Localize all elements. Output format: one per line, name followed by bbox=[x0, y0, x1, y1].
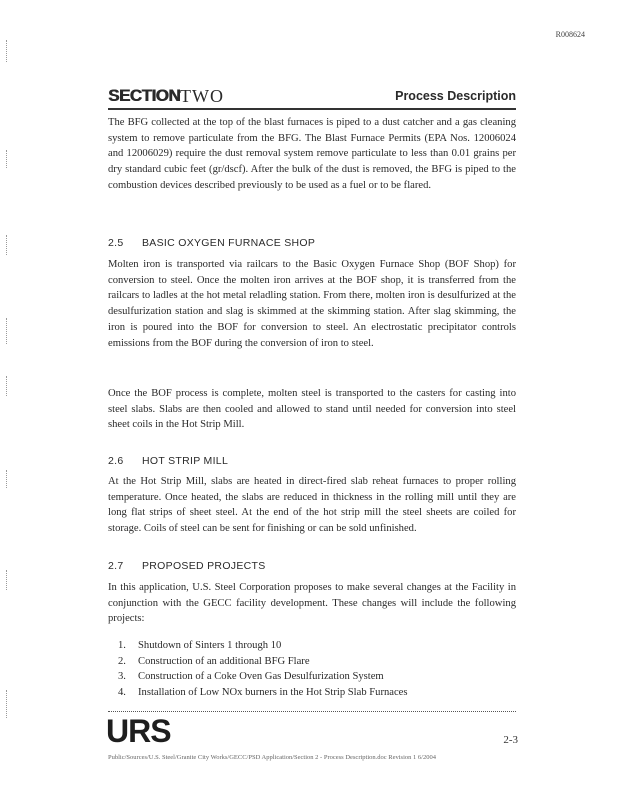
header-rule bbox=[108, 108, 516, 110]
section-number: TWO bbox=[180, 86, 224, 106]
bof-paragraph-1: Molten iron is transported via railcars to the Basic Oxygen Furnace Shop (BOF Shop) for conversion to steel. Once the molten iron arrives at the BOF shop, it is transferred from the railcars to ladles at the hot metal reladling station. From there, molten iron is desulfurized at the desulfurization station and slag is skimmed at the skimming station. After slag skimming, the iron is poured into the BOF for conversion to steel. An electrostatic precipitator controls emissions from the BOF during the conversion of iron to steel. bbox=[108, 259, 516, 349]
list-text: Construction of a Coke Oven Gas Desulfurization System bbox=[138, 671, 384, 683]
margin-dots bbox=[6, 570, 9, 590]
urs-logo: URS bbox=[106, 713, 171, 749]
heading-number: 2.6 bbox=[108, 455, 124, 467]
list-item bbox=[118, 685, 408, 701]
margin-dots bbox=[6, 470, 9, 488]
margin-dots bbox=[6, 376, 9, 396]
list-text: Construction of an additional BFG Flare bbox=[138, 655, 310, 667]
margin-dots bbox=[6, 40, 9, 62]
list-text: Shutdown of Sinters 1 through 10 bbox=[138, 640, 282, 651]
list-text: Installation of Low NOx burners in the Hot Strip Slab Furnaces bbox=[138, 686, 408, 698]
section-header bbox=[108, 86, 516, 108]
heading-title: HOT STRIP MILL bbox=[142, 455, 229, 467]
section-word: SECTION bbox=[108, 86, 181, 105]
list-number: 3. bbox=[118, 671, 126, 683]
bof-paragraph-2: Once the BOF process is complete, molten steel is transported to the casters for casting into steel slabs. Slabs are then cooled and allowed to stand until needed for conversion into steel sheet coils in the Hot Strip Mill. bbox=[108, 388, 516, 431]
list-item bbox=[118, 654, 408, 670]
margin-dots bbox=[6, 235, 9, 255]
heading-2-5 bbox=[108, 237, 315, 249]
margin-dots bbox=[6, 150, 9, 168]
projects-list bbox=[118, 638, 408, 700]
heading-number: 2.7 bbox=[108, 560, 124, 572]
heading-title: PROPOSED PROJECTS bbox=[142, 560, 266, 572]
intro-paragraph: The BFG collected at the top of the blast furnaces is piped to a dust catcher and a gas cleaning system to remove particulate from the BFG. The Blast Furnace Permits (EPA Nos. 12006024 and 12006029) require the dust removal system remove particulate to less than 0.01 grains per dry standard cubic feet (gr/dscf). After the bulk of the dust is removed, the BFG is piped to the combustion devices described previously to be used as a fuel or to be flared. bbox=[108, 117, 516, 191]
hot-strip-paragraph: At the Hot Strip Mill, slabs are heated in direct-fired slab reheat furnaces to proper rolling temperature. Once heated, the slabs are reduced in thickness in the rolling mill until they are long flat strips of sheet steel. At the end of the hot strip mill the steel sheets are coiled for storage. Coils of steel can be sent for finishing or can be sold unfinished. bbox=[108, 476, 516, 535]
margin-dots bbox=[6, 690, 9, 718]
list-number: 1. bbox=[118, 640, 126, 651]
file-path: Public/Sources/U.S. Steel/Granite City Works/GECC/PSD Application/Section 2 - Process Description.doc Revision 1 6/2004 bbox=[108, 754, 436, 761]
page-id: R008624 bbox=[555, 30, 585, 39]
list-number: 2. bbox=[118, 655, 126, 667]
heading-title: BASIC OXYGEN FURNACE SHOP bbox=[142, 237, 316, 249]
list-number: 4. bbox=[118, 686, 126, 698]
heading-number: 2.5 bbox=[108, 237, 124, 249]
list-item bbox=[118, 669, 408, 685]
page-number: 2-3 bbox=[503, 734, 518, 746]
heading-2-6 bbox=[108, 455, 228, 467]
heading-2-7 bbox=[108, 560, 266, 572]
footer-rule bbox=[108, 711, 516, 712]
projects-paragraph: In this application, U.S. Steel Corporation proposes to make several changes at the Facility in conjunction with the GECC facility development. These changes will include the following projects: bbox=[108, 582, 516, 625]
margin-dots bbox=[6, 318, 9, 344]
list-item bbox=[118, 638, 408, 654]
section-title: Process Description bbox=[395, 89, 516, 103]
